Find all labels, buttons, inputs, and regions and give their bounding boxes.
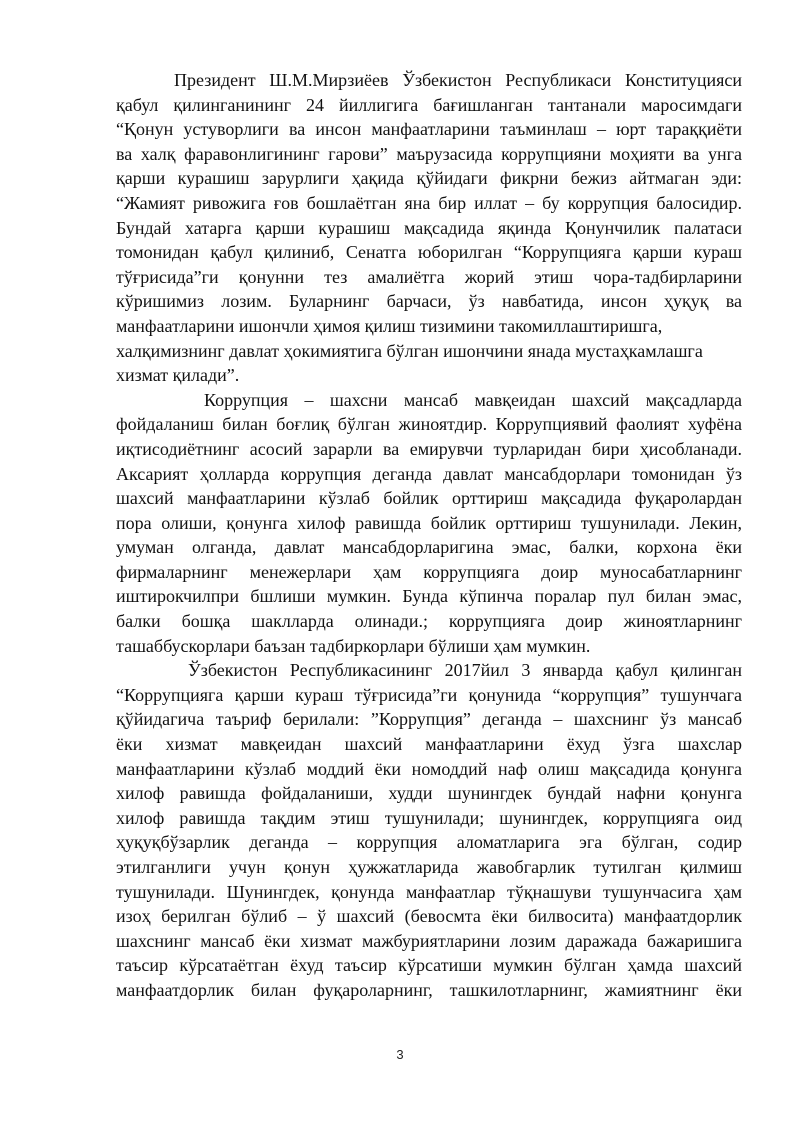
- text-line: қарши курашиш зарурлиги ҳақида қўйидаги фикрни бежиз айтмаган эди:: [116, 168, 742, 189]
- text-line: хилоф равишда фойдаланиши, худди шунингдек бундай нафни қонунга: [116, 783, 742, 804]
- text-line: манфаатдорлик билан фуқароларнинг, ташкилотларнинг, жамиятнинг ёки: [116, 979, 742, 1000]
- text-line: ташаббускорлари баъзан тадбиркорлари бўлиши ҳам мумкин.: [116, 635, 591, 656]
- text-line: хилоф равишда тақдим этиш тушунилади; шунингдек, коррупцияга оид: [116, 807, 742, 828]
- document-body: [116, 68, 742, 1003]
- text-line: балки бошқа шаклларда олинади.; коррупцияга доир жиноятларнинг: [116, 611, 742, 632]
- text-line: умуман олганда, давлат мансабдорларигина эмас, балки, корхона ёки: [116, 537, 742, 558]
- text-line: ҳуқуқбўзарлик деганда – коррупция аломатларига эга бўлган, содир: [116, 832, 742, 853]
- text-line: ва халқ фаравонлигининг гарови” маърузасида коррупцияни моҳияти ва унга: [116, 143, 742, 164]
- paragraph-3: [116, 658, 742, 1002]
- text-line: ёки хизмат мавқеидан шахсий манфаатларини ёхуд ўзга шахслар: [116, 734, 742, 755]
- text-line: “Жамият ривожига ғов бошлаётган яна бир иллат – бу коррупция балосидир.: [116, 192, 742, 213]
- paragraph-1: [116, 68, 742, 388]
- text-line: этилганлиги учун қонун ҳужжатларида жавобгарлик тутилган қилмиш: [116, 857, 742, 877]
- text-line: томонидан қабул қилиниб, Сенатга юборилган “Коррупцияга қарши кураш: [116, 242, 742, 263]
- text-line: иштирокчилпри бшлиши мумкин. Бунда кўпинча поралар пул билан эмас,: [116, 586, 742, 607]
- text-line: халқимизнинг давлат ҳокимиятига бўлган ишончини янада мустаҳкамлашга: [116, 340, 703, 361]
- text-line: Коррупция – шахсни мансаб мавқеидан шахсий мақсадларда: [204, 389, 742, 410]
- text-line: манфаатларини ишончли ҳимоя қилиш тизимини такомиллаштиришга,: [116, 315, 663, 336]
- text-line: Президент Ш.М.Мирзиёев Ўзбекистон Республикаси Конституцияси: [174, 70, 742, 90]
- text-line: пора олиши, қонунга хилоф равишда бойлик орттириш тушунилади. Лекин,: [116, 512, 742, 533]
- text-line: изоҳ берилган бўлиб – ў шахсий (бевосмта ёки билвосита) манфаатдорлик: [116, 906, 742, 927]
- text-line: Аксарият ҳолларда коррупция деганда давлат мансабдорлари томонидан ўз: [116, 463, 742, 484]
- text-line: хизмат қилади”.: [116, 365, 240, 386]
- text-line: фирмаларнинг менежерлари ҳам коррупцияга доир муносабатларнинг: [116, 561, 742, 582]
- text-line: “Коррупцияга қарши кураш тўғрисида”ги қонунида “коррупция” тушунчага: [116, 684, 742, 705]
- text-line: тўғрисида”ги қонунни тез амалиётга жорий этиш чора-тадбирларини: [116, 266, 742, 287]
- text-line: Бундай хатарга қарши курашиш мақсадида яқинда Қонунчилик палатаси: [116, 217, 742, 238]
- text-line: Ўзбекистон Республикасининг 2017йил 3 январда қабул қилинган: [188, 660, 742, 681]
- text-line: қабул қилинганининг 24 йиллигига бағишланган тантанали маросимдаги: [116, 94, 742, 115]
- page-number: 3: [396, 1047, 404, 1062]
- text-line: тушунилади. Шунингдек, қонунда манфаатлар тўқнашуви тушунчасига ҳам: [116, 881, 742, 902]
- text-line: фойдаланиш билан боғлиқ бўлган жиноятдир. Коррупциявий фаолият хуфёна: [116, 414, 742, 435]
- text-line: шахснинг мансаб ёки хизмат мажбуриятларини лозим даражада бажаришига: [116, 930, 742, 951]
- paragraph-2: [116, 388, 742, 659]
- text-line: “Қонун устуворлиги ва инсон манфаатларини таъминлаш – юрт тараққиёти: [116, 119, 742, 140]
- text-line: шахсий манфаатларини кўзлаб бойлик орттириш мақсадида фуқаролардан: [116, 488, 742, 509]
- text-line: кўришимиз лозим. Буларнинг барчаси, ўз навбатида, инсон ҳуқуқ ва: [116, 291, 742, 312]
- text-line: иқтисодиётнинг асосий зарарли ва емирувчи турларидан бири ҳисобланади.: [116, 438, 742, 459]
- text-line: таъсир кўрсатаётган ёхуд таъсир кўрсатиши мумкин бўлган ҳамда шахсий: [116, 955, 742, 976]
- text-line: қўйидагича таъриф берилали: ”Коррупция” деганда – шахснинг ўз мансаб: [116, 709, 742, 730]
- text-line: манфаатларини кўзлаб моддий ёки номоддий наф олиш мақсадида қонунга: [116, 758, 742, 779]
